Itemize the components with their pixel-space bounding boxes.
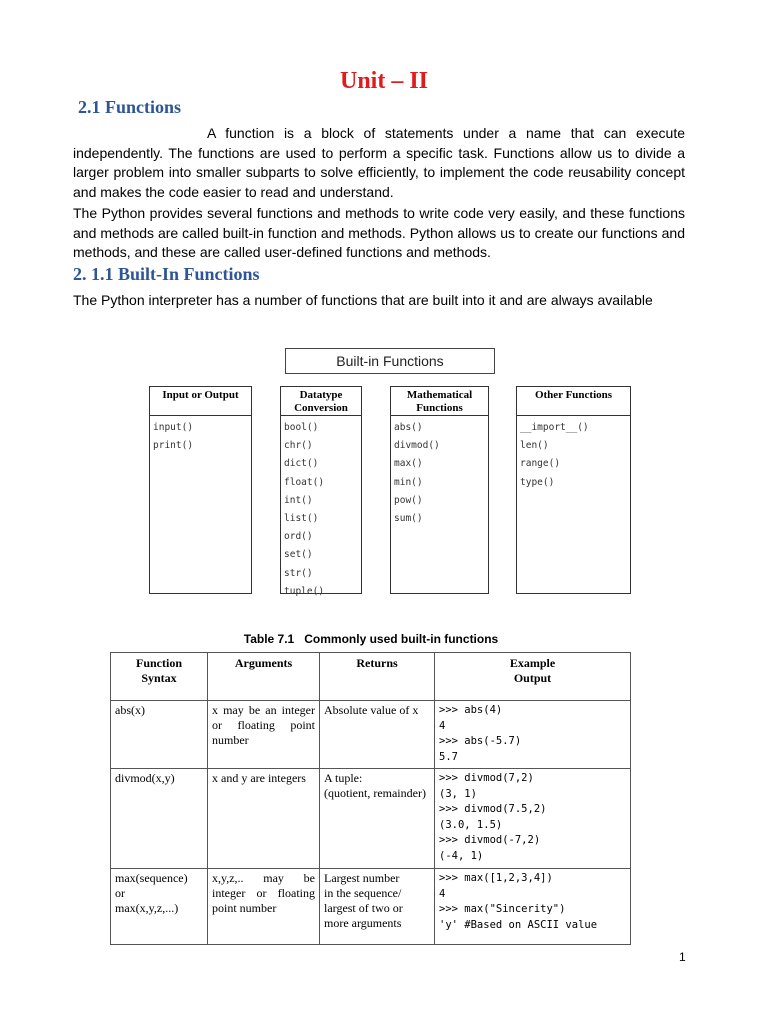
example-line: >>> abs(4) [439, 704, 503, 716]
table-row [111, 869, 631, 945]
cell-syntax: divmod(x,y) [111, 769, 208, 869]
example-line: >>> divmod(7.5,2) [439, 803, 547, 815]
function-item: int() [284, 494, 313, 506]
table-header-row [111, 653, 631, 701]
cell-arguments: x may be an integer or floating point number [208, 701, 320, 769]
function-item: divmod() [394, 440, 440, 452]
intro-paragraph: A function is a block of statements under a name that can execute independently. The functions are used to perform a specific task. Functions allow us to divide a larger problem into smaller subparts to solve efficiently, to implement the code reusability concept and makes the code easier to read and understand. [73, 125, 685, 200]
function-item: sum() [394, 512, 423, 524]
example-line: 5.7 [439, 750, 458, 763]
header-example-output: Example Output [435, 653, 631, 701]
header-returns: Returns [320, 653, 435, 701]
example-line: 4 [439, 719, 446, 732]
diagram-column-other [516, 386, 631, 594]
function-item: print() [153, 440, 194, 452]
table-row [111, 701, 631, 769]
function-item: ord() [284, 531, 313, 543]
builtin-paragraph: The Python provides several functions and methods to write code very easily, and these functions and methods are called built-in function and methods. Python allows us to create our functions and methods, and these are called user-defined functions and methods. [73, 205, 685, 260]
function-item: set() [284, 549, 313, 561]
function-item: chr() [284, 440, 313, 452]
function-item: input() [153, 422, 194, 433]
column-heading: Mathematical Functions [391, 387, 488, 416]
cell-example [435, 769, 631, 869]
cell-returns: A tuple: (quotient, remainder) [320, 769, 435, 869]
cell-example [435, 869, 631, 945]
header-arguments: Arguments [208, 653, 320, 701]
function-item: tuple() [284, 585, 325, 597]
subsection-heading: 2. 1.1 Built-In Functions [73, 264, 260, 284]
function-item: type() [520, 476, 555, 488]
cell-arguments: x and y are integers [208, 769, 320, 869]
table-caption: Table 7.1 Commonly used built-in functions [243, 632, 499, 646]
example-line: 4 [439, 887, 446, 900]
example-line: 'y' #Based on ASCII value [439, 918, 598, 931]
column-heading: Input or Output [150, 387, 251, 416]
page-number: 1 [679, 950, 686, 964]
function-item: range() [520, 458, 561, 470]
function-item: str() [284, 567, 313, 579]
diagram-title: Built-in Functions [285, 348, 495, 374]
example-line: (3.0, 1.5) [439, 818, 503, 831]
function-item: list() [284, 512, 319, 524]
function-item: float() [284, 476, 325, 488]
column-heading: Datatype Conversion [281, 387, 361, 416]
function-item: min() [394, 476, 423, 488]
header-function-syntax: Function Syntax [111, 653, 208, 701]
cell-syntax: abs(x) [111, 701, 208, 769]
function-item: max() [394, 458, 423, 470]
cell-syntax: max(sequence) or max(x,y,z,...) [111, 869, 208, 945]
example-line: (-4, 1) [439, 849, 484, 862]
example-line: >>> divmod(7,2) [439, 772, 534, 784]
table-row [111, 769, 631, 869]
function-item: pow() [394, 494, 423, 506]
section-heading: 2.1 Functions [78, 97, 182, 117]
cell-arguments: x,y,z,.. may be integer or floating point number [208, 869, 320, 945]
unit-title: Unit – II [339, 68, 429, 94]
example-line: >>> abs(-5.7) [439, 735, 522, 747]
function-item: abs() [394, 422, 423, 433]
cell-returns: Largest number in the sequence/ largest of two or more arguments [320, 869, 435, 945]
example-line: (3, 1) [439, 787, 477, 800]
function-item: __import__() [520, 422, 589, 433]
function-item: len() [520, 440, 549, 452]
cell-returns: Absolute value of x [320, 701, 435, 769]
diagram-column-datatype-conversion [280, 386, 362, 597]
diagram-column-mathematical [390, 386, 489, 594]
cell-example [435, 701, 631, 769]
diagram-column-input-output [149, 386, 252, 594]
interpreter-paragraph: The Python interpreter has a number of functions that are built into it and are always available [73, 292, 653, 308]
example-line: >>> max([1,2,3,4]) [439, 872, 553, 884]
example-line: >>> divmod(-7,2) [439, 834, 541, 846]
example-line: >>> max("Sincerity") [439, 903, 566, 915]
function-item: dict() [284, 458, 319, 470]
builtin-functions-table [110, 652, 631, 945]
column-heading: Other Functions [517, 387, 630, 416]
function-item: bool() [284, 422, 319, 433]
